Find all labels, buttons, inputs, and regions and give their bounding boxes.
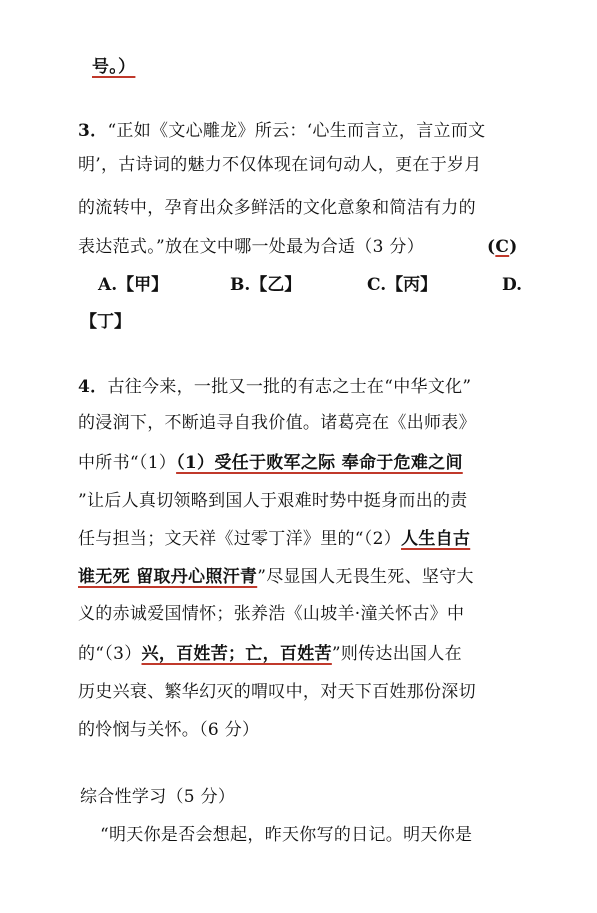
q4-answer-3: 兴，百姓苦；亡，百姓苦 — [141, 644, 332, 664]
q4-line-3 — [78, 452, 463, 474]
q4-line-5 — [78, 528, 470, 550]
q4-line-9: 历史兴衰、繁华幻灭的喟叹中，对天下百姓那份深切 — [78, 682, 476, 702]
q3-option-d-cont: 【丁】 — [80, 312, 131, 332]
q3-option-b: B.【乙】 — [230, 275, 302, 295]
q4-line-6 — [78, 566, 474, 588]
q4-text-3: 中所书“（1） — [78, 453, 177, 473]
q4-line-4: ”让后人真切领略到国人于艰难时势中挺身而出的责 — [78, 491, 468, 511]
top-fragment: 号。） — [92, 57, 136, 77]
q3-option-c: C.【丙】 — [367, 275, 438, 295]
q3-line-2: 明’，古诗词的魅力不仅体现在词句动人，更在于岁月 — [78, 155, 482, 175]
q3-answer-open: ( — [487, 237, 496, 257]
q4-answer-2b: 谁无死 留取丹心照汗青 — [78, 567, 258, 587]
q4-text-8a: 的“（3） — [78, 644, 142, 664]
q3-answer-close: ) — [509, 237, 518, 257]
section-title: 综合性学习（5 分） — [80, 787, 236, 807]
q4-line-1 — [78, 376, 471, 398]
q3-line-1 — [78, 120, 485, 142]
q4-text-5: 任与担当；文天祥《过零丁洋》里的“（2） — [78, 529, 402, 549]
q3-answer — [487, 236, 518, 258]
q4-line-10: 的怜悯与关怀。（6 分） — [78, 720, 260, 740]
q3-number: 3． — [78, 121, 108, 141]
section-first-line: “明天你是否会想起，昨天你写的日记。明天你是 — [100, 825, 473, 845]
q3-answer-letter: C — [495, 237, 510, 257]
q4-text-6: ”尽显国人无畏生死、坚守大 — [257, 567, 474, 587]
q3-text-4: 表达范式。”放在文中哪一处最为合适（3 分） — [78, 237, 425, 257]
q3-line-3: 的流转中，孕育出众多鲜活的文化意象和简洁有力的 — [78, 198, 476, 218]
q4-answer-1: （1）受任于败军之际 奉命于危难之间 — [176, 453, 463, 473]
q4-line-7: 义的赤诚爱国情怀；张养浩《山坡羊·潼关怀古》中 — [78, 604, 465, 624]
q4-answer-2a: 人生自古 — [401, 529, 471, 549]
q4-line-2: 的浸润下，不断追寻自我价值。诸葛亮在《出师表》 — [78, 413, 476, 433]
q4-number: 4． — [78, 377, 108, 397]
q3-line-4 — [78, 236, 424, 258]
q4-text-1: 古往今来，一批又一批的有志之士在“中华文化” — [107, 377, 472, 397]
q3-text-1: “正如《文心雕龙》所云：‘心生而言立，言立而文 — [107, 121, 486, 141]
q4-text-8b: ”则传达出国人在 — [331, 644, 462, 664]
q4-line-8 — [78, 643, 462, 665]
q3-option-a: A.【甲】 — [98, 275, 169, 295]
q3-option-d: D. — [502, 275, 523, 295]
